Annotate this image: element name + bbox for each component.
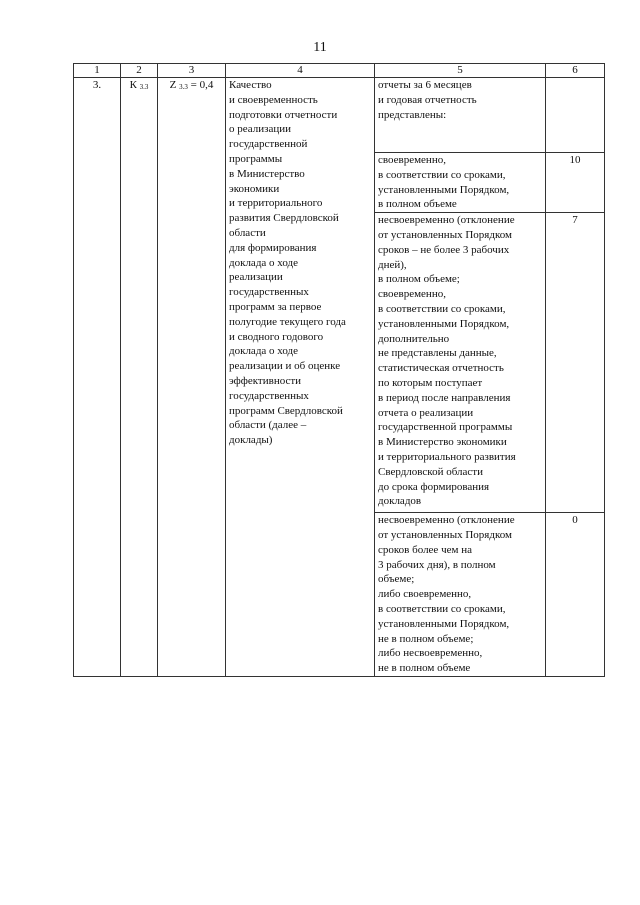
coefficient-cell (121, 78, 158, 677)
page-number: 11 (313, 40, 327, 55)
row-number-cell (74, 78, 121, 677)
header-col-2: 2 (121, 64, 158, 78)
intro-score-cell (546, 78, 605, 153)
condition-text: несвоевременно (отклонение от установленных Порядком сроков более чем на 3 рабочих дня), в полном объеме; либо своевременно, в соответствии со сроками, установленными Порядком, не в полном объеме; либо несвоевременно, не в полном объеме (375, 513, 546, 677)
weight-subscript: 3.3 (179, 83, 188, 91)
coefficient-subscript: 3.3 (139, 83, 149, 91)
weight-value: = 0,4 (190, 79, 214, 91)
condition-score: 7 (546, 213, 605, 513)
table-row (74, 78, 605, 153)
weight-cell (158, 78, 226, 677)
condition-score: 0 (546, 513, 605, 677)
header-row (74, 64, 605, 78)
header-col-3: 3 (158, 64, 226, 78)
coefficient-symbol: К (129, 79, 137, 91)
criterion-cell: Качество и своевременность подготовки отчетности о реализации государственной программы в Министерство экономики и территориального развития Свердловской области для формирования доклада о ходе реализации государственных программ за первое полугодие текущего года и сводного годового доклада о ходе реализации и об оценке эффективности государственных программ Свердловской области (далее – доклады) (226, 78, 375, 677)
intro-cell: отчеты за 6 месяцев и годовая отчетность представлены: (375, 78, 546, 153)
weight-symbol: Z (169, 79, 177, 91)
header-col-4: 4 (226, 64, 375, 78)
header-col-1: 1 (74, 64, 121, 78)
condition-text: своевременно, в соответствии со сроками, установленными Порядком, в полном объеме (375, 153, 546, 213)
header-col-6: 6 (546, 64, 605, 78)
condition-score: 10 (546, 153, 605, 213)
header-col-5: 5 (375, 64, 546, 78)
row-number: 3. (92, 79, 102, 91)
condition-text: несвоевременно (отклонение от установленных Порядком сроков – не более 3 рабочих дней), в полном объеме; своевременно, в соответствии со сроками, установленными Порядком, дополнительно не представлены данные, статистическая отчетность по которым поступает в период после направления отчета о реализации государственной программы в Министерство экономики и территориального развития Свердловской области до срока формирования докладов (375, 213, 546, 513)
criteria-table (73, 63, 605, 677)
